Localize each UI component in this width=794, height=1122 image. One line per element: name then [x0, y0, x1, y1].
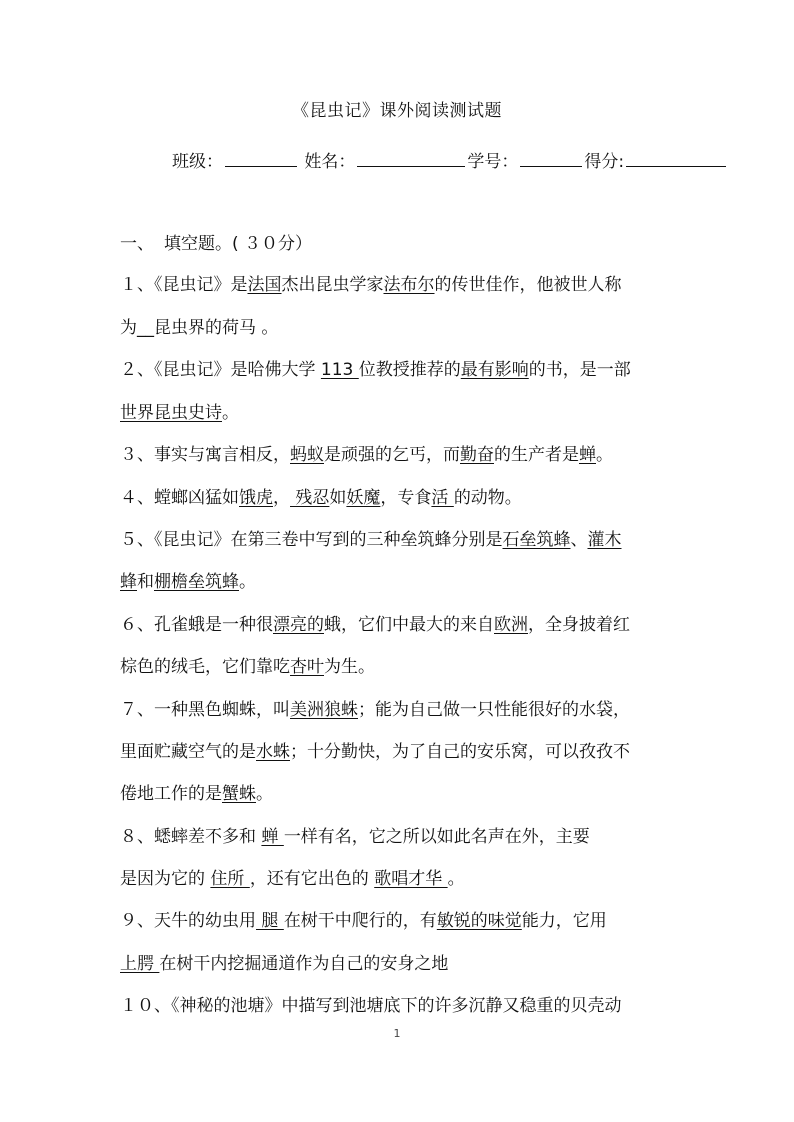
answer-text: 敏锐的味觉: [436, 911, 522, 931]
question-text: ８、蟋蟀差不多和: [120, 827, 262, 847]
question-text: 一样有名，它之所以如此名声在外，主要: [283, 827, 590, 847]
question-line: [120, 737, 630, 762]
question-line: [120, 949, 448, 974]
question-text: 。: [261, 318, 279, 338]
question-text: 在树干中爬行的，有: [283, 911, 437, 931]
question-text: 杰出昆虫学家: [281, 275, 384, 295]
section-heading: [120, 229, 312, 254]
question-text: 倦地工作的是: [120, 784, 222, 804]
answer-text: 残忍: [290, 488, 330, 508]
question-line: [120, 567, 256, 592]
question-text: ，全身披着红: [528, 615, 630, 635]
answer-text: 漂亮的: [273, 615, 324, 635]
section-title: 填空题。( ３０分）: [164, 234, 313, 254]
student-info-row: [172, 147, 728, 172]
class-label: 班级：: [172, 152, 223, 172]
question-text: 棕色的绒毛，它们靠吃: [120, 657, 290, 677]
answer-text: 石垒筑蜂: [502, 530, 571, 550]
answer-text: 法布尔: [383, 275, 435, 295]
answer-text: 灌木: [587, 530, 622, 550]
question-line: [120, 440, 613, 465]
question-text: １０、《神秘的池塘》中描写到池塘底下的许多沉静又稳重的贝壳动: [120, 996, 622, 1016]
score-blank[interactable]: [626, 149, 726, 167]
question-text: 的书，是一部: [528, 360, 631, 380]
question-text: ４、螳螂凶猛如: [120, 488, 239, 508]
class-blank[interactable]: [225, 149, 297, 167]
question-line: [120, 610, 630, 635]
question-line: [120, 313, 278, 338]
question-text: 为生。: [324, 657, 375, 677]
question-text: 和: [137, 572, 154, 592]
question-text: 。: [256, 784, 273, 804]
name-label: 姓名：: [304, 152, 356, 172]
answer-text: 蚂蚁: [290, 445, 324, 465]
answer-text: 勤奋: [460, 445, 494, 465]
answer-text: 蝉: [261, 827, 284, 847]
question-text: ６、孔雀蛾是一种很: [120, 615, 273, 635]
answer-text: 蝉: [579, 445, 596, 465]
question-text: 在树干内挖掘通道作为自己的安身之地: [159, 954, 449, 974]
question-text: ７、一种黑色蜘蛛，叫: [120, 700, 290, 720]
question-line: [120, 864, 465, 889]
answer-text: 世界昆虫史诗: [120, 403, 222, 423]
question-line: [120, 270, 622, 295]
question-line: [120, 398, 239, 423]
section-number: 一、: [120, 234, 154, 254]
question-text: ２、《昆虫记》是哈佛大学: [120, 360, 321, 380]
answer-text: 活: [431, 488, 454, 508]
question-line: [120, 991, 622, 1016]
question-text: 蛾，它们中最大的来自: [324, 615, 494, 635]
question-text: 能力，它用: [521, 911, 607, 931]
answer-text: 欧洲: [494, 615, 528, 635]
question-text: 位教授推荐的: [358, 360, 461, 380]
question-text: 。: [596, 445, 613, 465]
question-text: 的传世佳作，他被世人称: [434, 275, 622, 295]
question-text: ；十分勤快，为了自己的安乐窝，可以孜孜不: [290, 742, 630, 762]
page-number: 1: [393, 1027, 401, 1040]
answer-text: 饿虎: [239, 488, 273, 508]
question-text: ９、天牛的幼虫用: [120, 911, 256, 931]
answer-text: 住所: [210, 869, 250, 889]
question-text: 为: [120, 318, 137, 338]
answer-text: 水蛛: [256, 742, 290, 762]
question-text: ，专食: [380, 488, 432, 508]
question-text: 如: [329, 488, 347, 508]
question-text: ，还有它出色的: [249, 869, 375, 889]
question-text: 、: [570, 530, 588, 550]
answer-text: 腿: [256, 911, 284, 931]
question-text: __昆虫界的荷马: [137, 318, 262, 338]
question-line: [120, 652, 375, 677]
question-line: [120, 695, 630, 720]
id-blank[interactable]: [520, 149, 582, 167]
question-line: [120, 906, 607, 931]
question-line: [120, 822, 590, 847]
answer-text: 蜂: [120, 572, 137, 592]
question-text: 是顽强的乞丐，而: [324, 445, 460, 465]
answer-text: 蟹蛛: [222, 784, 256, 804]
answer-text: 上腭: [120, 954, 160, 974]
name-blank[interactable]: [357, 149, 465, 167]
score-label: 得分:: [584, 152, 625, 172]
answer-text: 美洲狼蛛: [290, 700, 358, 720]
question-text: 的动物。: [453, 488, 522, 508]
question-text: 是因为它的: [120, 869, 211, 889]
question-text: 里面贮藏空气的是: [120, 742, 256, 762]
question-text: ，: [273, 488, 290, 508]
answer-text: 杏叶: [290, 657, 324, 677]
answer-text: 法国: [247, 275, 282, 295]
question-text: ３、事实与寓言相反，: [120, 445, 290, 465]
question-text: 。: [447, 869, 465, 889]
answer-text: 最有影响: [460, 360, 529, 380]
question-line: [120, 525, 622, 550]
page-title: 《昆虫记》课外阅读测试题: [292, 101, 502, 121]
question-line: [120, 355, 631, 380]
answer-text: 棚檐垒筑蜂: [154, 572, 239, 592]
question-text: ；能为自己做一只性能很好的水袋，: [358, 700, 630, 720]
question-text: 。: [222, 403, 239, 423]
question-text: ５、《昆虫记》在第三卷中写到的三种垒筑蜂分别是: [120, 530, 503, 550]
answer-text: 113: [320, 360, 359, 380]
question-text: １、《昆虫记》是: [120, 275, 248, 295]
question-text: 。: [239, 572, 256, 592]
id-label: 学号：: [467, 152, 519, 172]
answer-text: 歌唱才华: [374, 869, 448, 889]
question-line: [120, 779, 273, 804]
question-text: 的生产者是: [494, 445, 579, 465]
answer-text: 妖魔: [346, 488, 381, 508]
question-line: [120, 483, 522, 508]
